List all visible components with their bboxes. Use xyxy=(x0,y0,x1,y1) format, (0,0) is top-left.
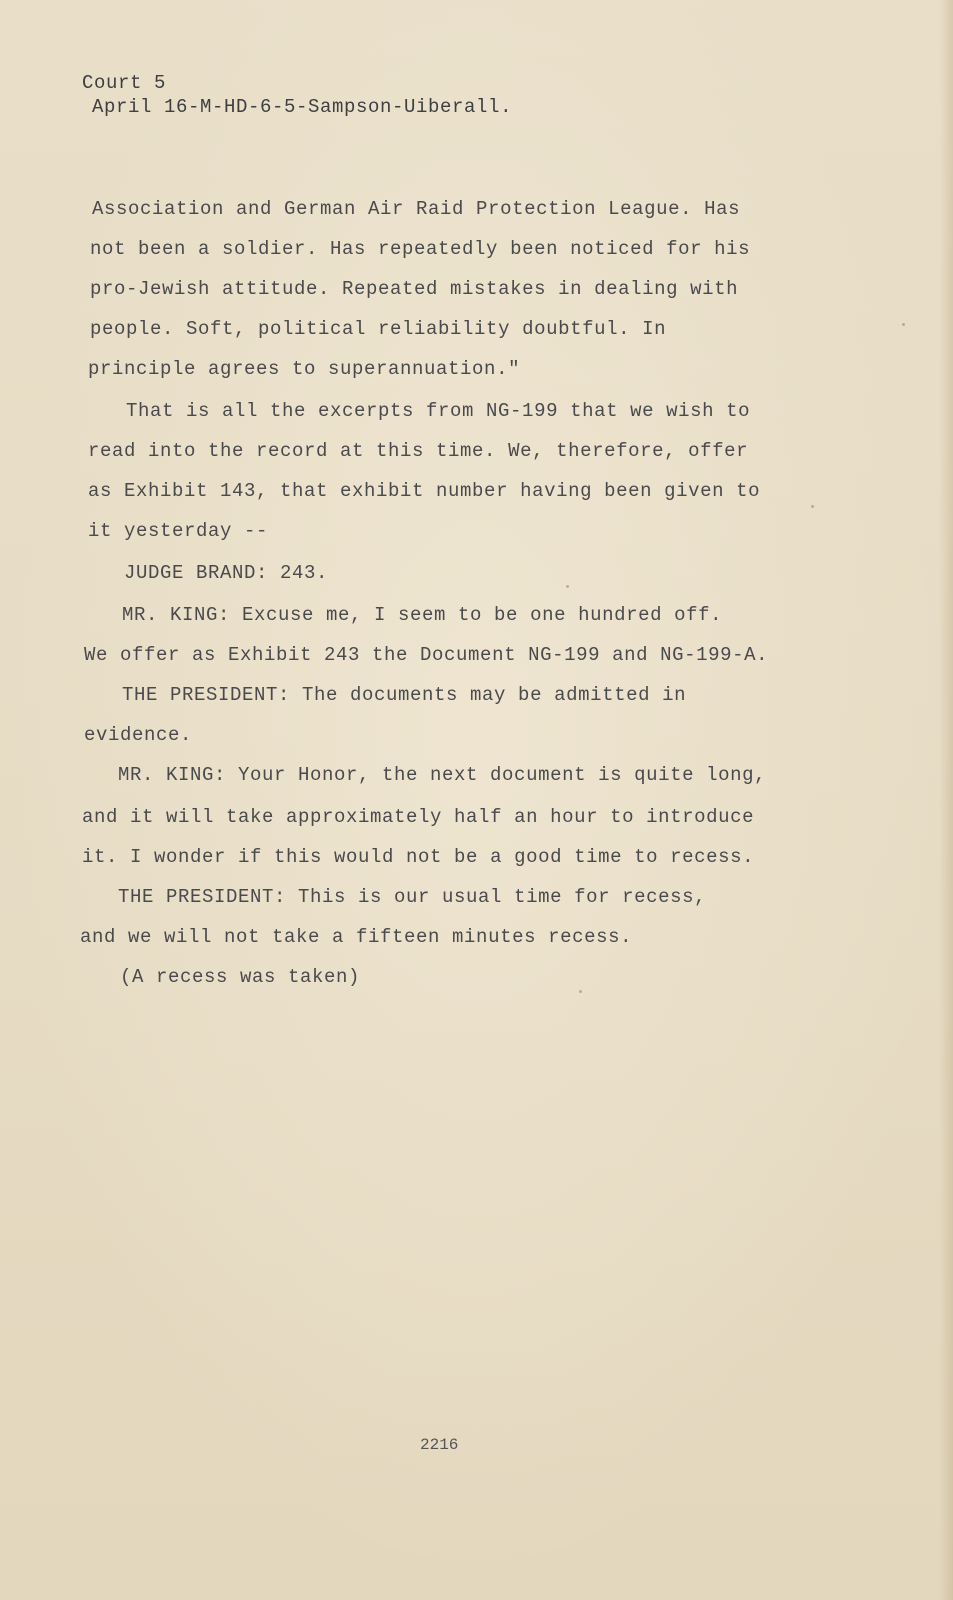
transcript-line: it yesterday -- xyxy=(88,520,269,542)
paper-speck xyxy=(566,585,569,588)
page-edge-shadow xyxy=(939,0,953,1600)
transcript-line: it. I wonder if this would not be a good time to recess. xyxy=(82,846,755,868)
session-header: April 16-M-HD-6-5-Sampson-Uiberall. xyxy=(92,96,513,118)
recess-note: (A recess was taken) xyxy=(120,966,361,988)
paper-speck xyxy=(811,505,814,508)
paper-speck xyxy=(579,990,582,993)
court-header: Court 5 xyxy=(82,72,167,94)
page-number: 2216 xyxy=(420,1436,459,1454)
speaker-line: MR. KING: Excuse me, I seem to be one hundred off. xyxy=(122,604,723,626)
transcript-line: That is all the excerpts from NG-199 that we wish to xyxy=(126,400,751,422)
transcript-line: principle agrees to superannuation." xyxy=(88,358,521,380)
transcript-line: We offer as Exhibit 243 the Document NG-199 and NG-199-A. xyxy=(84,644,769,666)
transcript-line: read into the record at this time. We, therefore, offer xyxy=(88,440,749,462)
transcript-line: as Exhibit 143, that exhibit number having been given to xyxy=(88,480,761,502)
transcript-line: not been a soldier. Has repeatedly been noticed for his xyxy=(90,238,751,260)
transcript-line: people. Soft, political reliability doubtful. In xyxy=(90,318,667,340)
speaker-line: THE PRESIDENT: This is our usual time for recess, xyxy=(118,886,707,908)
speaker-line: JUDGE BRAND: 243. xyxy=(124,562,329,584)
speaker-line: MR. KING: Your Honor, the next document is quite long, xyxy=(118,764,767,786)
transcript-line: and it will take approximately half an hour to introduce xyxy=(82,806,755,828)
transcript-line: evidence. xyxy=(84,724,193,746)
transcript-line: pro-Jewish attitude. Repeated mistakes in dealing with xyxy=(90,278,739,300)
transcript-line: Association and German Air Raid Protection League. Has xyxy=(92,198,741,220)
transcript-line: and we will not take a fifteen minutes recess. xyxy=(80,926,633,948)
speaker-line: THE PRESIDENT: The documents may be admitted in xyxy=(122,684,687,706)
paper-speck xyxy=(902,323,905,326)
